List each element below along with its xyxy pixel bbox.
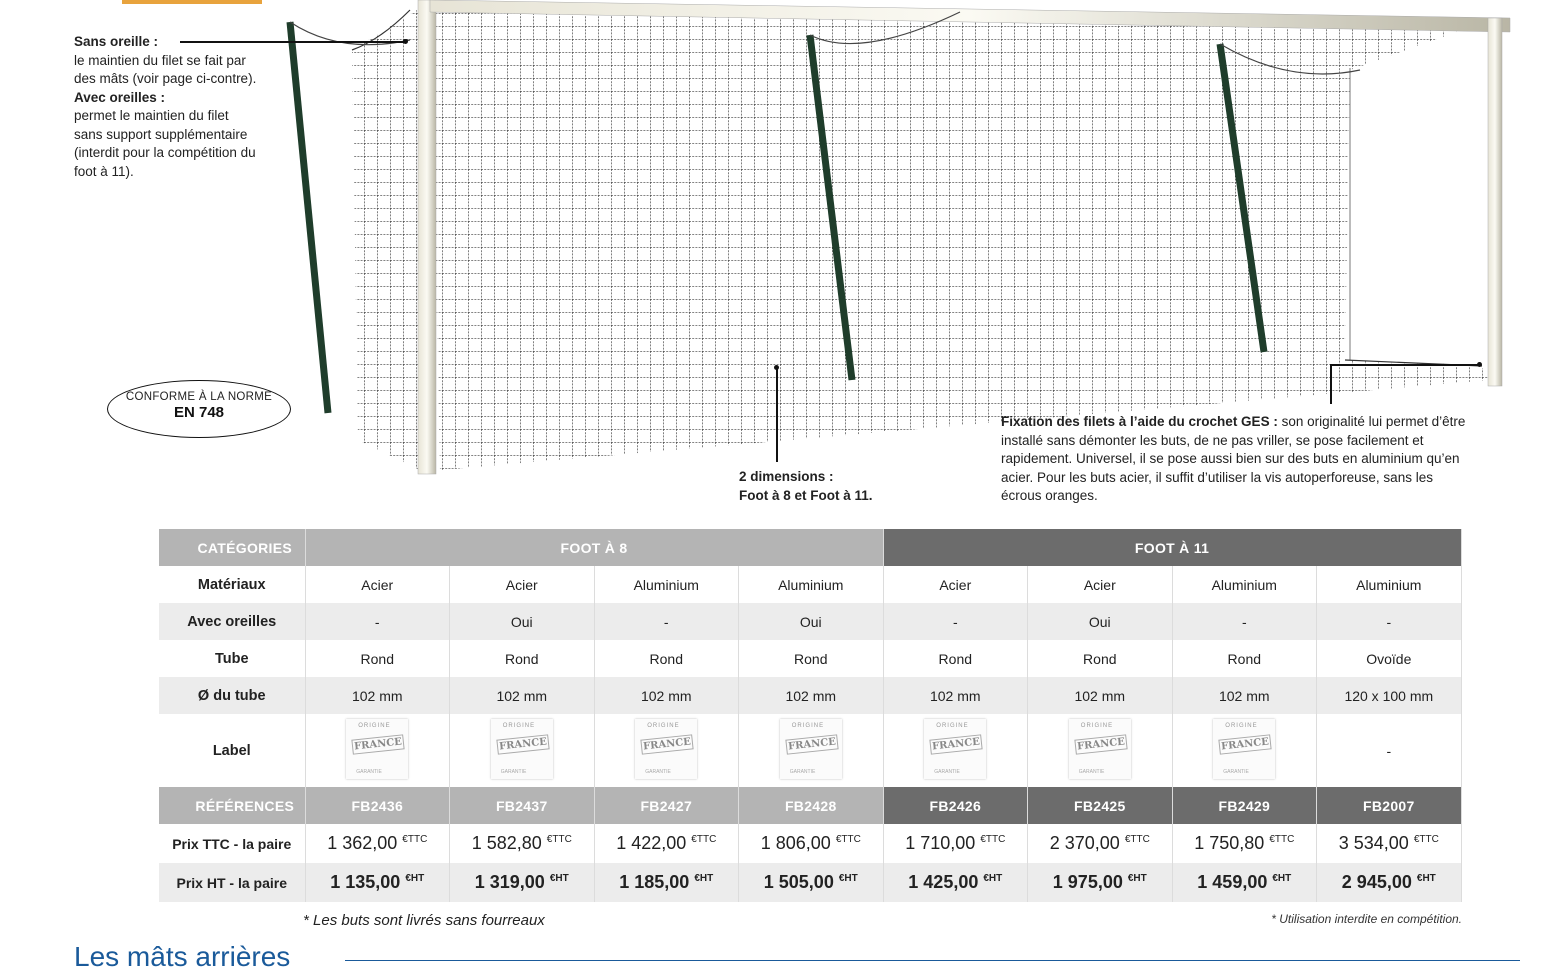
price-ht: 1 425,00 $^{€HT}$	[883, 863, 1028, 902]
fix-title: Fixation des filets à l’aide du crochet GES :	[1001, 414, 1278, 429]
cell: Rond	[739, 640, 884, 677]
price-ttc: 3 534,00 $^{€TTC}$	[1317, 824, 1462, 863]
orange-tab-decoration	[122, 0, 262, 4]
reference-code: FB2426	[883, 787, 1028, 824]
price-ht: 2 945,00 $^{€HT}$	[1317, 863, 1462, 902]
fix-text: son originalité lui permet d’être installé sans démonter les buts, de ne pas vriller, se pose facilement et rapidement. Universel, il se pose aussi bien sur des buts en aluminium qu’en acier. Pour les buts acier, il suffit d’utiliser la vis autoperforeuse, sans les écrous oranges.	[1001, 414, 1466, 503]
price-ht: 1 135,00 $^{€HT}$	[305, 863, 450, 902]
reference-code: FB2429	[1172, 787, 1317, 824]
no-ears-text: le maintien du filet se fait par des mâts (voir page ci-contre).	[74, 52, 257, 86]
references-label: RÉFÉRENCES	[159, 787, 305, 824]
cell: -	[1172, 603, 1317, 640]
header-foot-11: FOOT À 11	[883, 529, 1461, 566]
table-header-row	[159, 529, 1461, 566]
dimensions-annotation	[739, 468, 909, 505]
row-label: Avec oreilles	[159, 603, 305, 640]
spec-table	[159, 529, 1462, 902]
leader-dot-left	[403, 39, 408, 44]
fixation-annotation	[1001, 413, 1471, 506]
section-title: Les mâts arrières	[74, 941, 291, 972]
row-price-ht	[159, 863, 1461, 902]
section-rule	[345, 960, 1520, 961]
price-ht: 1 185,00 $^{€HT}$	[594, 863, 739, 902]
cell: 102 mm	[450, 677, 595, 714]
row-price-ttc	[159, 824, 1461, 863]
price-ht: 1 459,00 $^{€HT}$	[1172, 863, 1317, 902]
header-foot-8: FOOT À 8	[305, 529, 883, 566]
row-label: Tube	[159, 640, 305, 677]
price-ht: 1 319,00 $^{€HT}$	[450, 863, 595, 902]
cell: -	[594, 603, 739, 640]
price-ttc: 1 806,00 $^{€TTC}$	[739, 824, 884, 863]
cell: Aluminium	[594, 566, 739, 603]
row-materials	[159, 566, 1461, 603]
cell: Rond	[1028, 640, 1173, 677]
cell: Rond	[594, 640, 739, 677]
row-tube	[159, 640, 1461, 677]
football-goal-illustration	[280, 0, 1520, 480]
right-post	[1488, 18, 1502, 386]
cell: 102 mm	[1172, 677, 1317, 714]
cell: Oui	[450, 603, 595, 640]
with-ears-title: Avec oreilles :	[74, 89, 166, 105]
no-ears-title: Sans oreille :	[74, 34, 159, 49]
row-diameter	[159, 677, 1461, 714]
row-label: Label	[159, 714, 305, 787]
left-post	[418, 0, 436, 474]
cell: Aluminium	[1172, 566, 1317, 603]
reference-code: FB2437	[450, 787, 595, 824]
mast-1	[290, 22, 328, 413]
row-label: Prix TTC - la paire	[159, 824, 305, 863]
cell: Rond	[1172, 640, 1317, 677]
leader-dot-fix	[1477, 362, 1482, 367]
cell: Oui	[1028, 603, 1173, 640]
cell: Ovoïde	[1317, 640, 1462, 677]
dims-line-1: 2 dimensions :	[739, 469, 834, 484]
reference-code: FB2427	[594, 787, 739, 824]
cell: Acier	[883, 566, 1028, 603]
footnote-sleeves: * Les buts sont livrés sans fourreaux	[303, 912, 545, 929]
cell: 102 mm	[883, 677, 1028, 714]
norm-badge-line2: EN 748	[173, 404, 225, 421]
cell: 120 x 100 mm	[1317, 677, 1462, 714]
price-ttc: 1 710,00 $^{€TTC}$	[883, 824, 1028, 863]
cell: -	[1317, 714, 1462, 787]
reference-code: FB2428	[739, 787, 884, 824]
row-label: Matériaux	[159, 566, 305, 603]
cell: Acier	[1028, 566, 1173, 603]
cell: Rond	[883, 640, 1028, 677]
norm-badge-line1: CONFORME À LA NORME	[125, 391, 273, 403]
footnote-competition: * Utilisation interdite en compétition.	[1271, 912, 1462, 926]
leader-line-fix-v	[1330, 364, 1332, 404]
cell: Aluminium	[739, 566, 884, 603]
cell: Rond	[450, 640, 595, 677]
origine-france-logo: ORIGINE FRANCE GARANTIE	[780, 719, 842, 779]
cell: -	[305, 603, 450, 640]
cell: Acier	[450, 566, 595, 603]
row-label: Prix HT - la paire	[159, 863, 305, 902]
reference-code: FB2425	[1028, 787, 1173, 824]
origine-france-logo: ORIGINE FRANCE GARANTIE	[635, 719, 697, 779]
price-ttc: 2 370,00 $^{€TTC}$	[1028, 824, 1173, 863]
dims-line-2: Foot à 8 et Foot à 11.	[739, 487, 873, 503]
reference-code: FB2007	[1317, 787, 1462, 824]
leader-dot-dims	[774, 365, 779, 370]
cell: Aluminium	[1317, 566, 1462, 603]
cell: 102 mm	[594, 677, 739, 714]
origine-france-logo: ORIGINE FRANCE GARANTIE	[924, 719, 986, 779]
header-categories: CATÉGORIES	[159, 529, 305, 566]
origine-france-logo: ORIGINE FRANCE GARANTIE	[346, 719, 408, 779]
references-row	[159, 787, 1461, 824]
cell: 102 mm	[739, 677, 884, 714]
leader-line-fix-h	[1330, 364, 1480, 366]
price-ht: 1 505,00 $^{€HT}$	[739, 863, 884, 902]
price-ttc: 1 750,80 $^{€TTC}$	[1172, 824, 1317, 863]
price-ht: 1 975,00 $^{€HT}$	[1028, 863, 1173, 902]
with-ears-text: permet le maintien du filet sans support supplémentaire (interdit pour la compétition du foot à 11).	[74, 108, 256, 179]
origine-france-logo: ORIGINE FRANCE GARANTIE	[1213, 719, 1275, 779]
leader-line-dims	[776, 368, 778, 462]
row-label: Ø du tube	[159, 677, 305, 714]
origine-france-logo: ORIGINE FRANCE GARANTIE	[491, 719, 553, 779]
cell: Oui	[739, 603, 884, 640]
cell: -	[883, 603, 1028, 640]
origine-france-logo: ORIGINE FRANCE GARANTIE	[1069, 719, 1131, 779]
side-net-left	[352, 8, 420, 470]
row-ears	[159, 603, 1461, 640]
reference-code: FB2436	[305, 787, 450, 824]
cell: 102 mm	[1028, 677, 1173, 714]
cell: -	[1317, 603, 1462, 640]
cell: Rond	[305, 640, 450, 677]
price-ttc: 1 362,00 $^{€TTC}$	[305, 824, 450, 863]
cell: Acier	[305, 566, 450, 603]
ears-annotation	[74, 33, 259, 181]
price-ttc: 1 582,80 $^{€TTC}$	[450, 824, 595, 863]
norm-badge	[107, 380, 291, 438]
cell: 102 mm	[305, 677, 450, 714]
price-ttc: 1 422,00 $^{€TTC}$	[594, 824, 739, 863]
row-label-badges	[159, 714, 1461, 787]
